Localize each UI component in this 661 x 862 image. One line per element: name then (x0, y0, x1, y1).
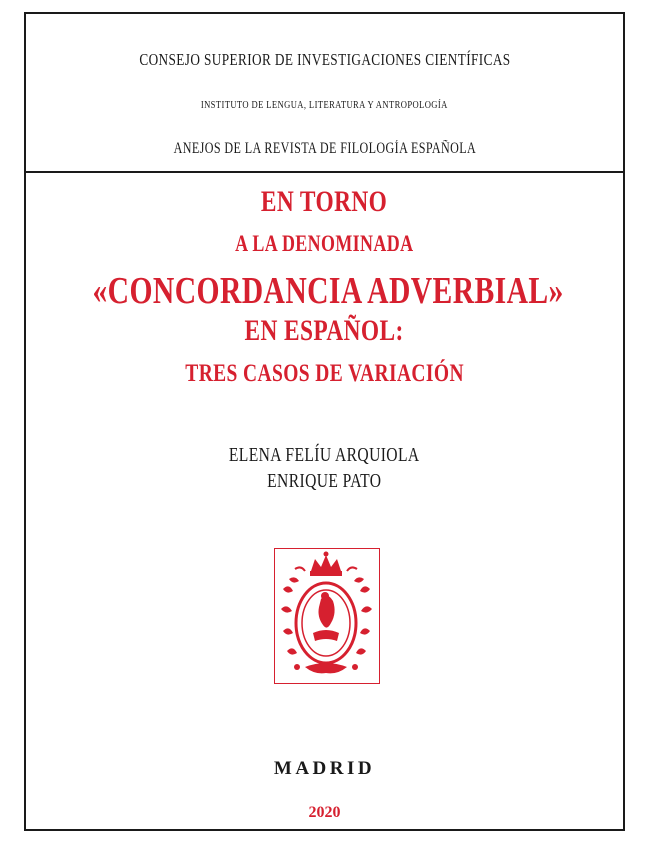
title-line-4: EN ESPAÑOL: (244, 314, 405, 347)
author-2: ENRIQUE PATO (267, 470, 382, 492)
cover-frame (24, 12, 625, 831)
title-line-2: A LA DENOMINADA (235, 231, 414, 256)
csic-emblem-icon (274, 548, 380, 684)
imprint-year: 2020 (308, 804, 341, 821)
title-line-1: EN TORNO (261, 185, 388, 218)
publisher-council: CONSEJO SUPERIOR DE INVESTIGACIONES CIENTÍFICAS (138, 50, 511, 69)
imprint-city: MADRID (273, 758, 376, 779)
title-line-3: «CONCORDANCIA ADVERBIAL» (92, 270, 564, 312)
author-1: ELENA FELÍU ARQUIOLA (229, 444, 420, 466)
publisher-institute: INSTITUTO DE LENGUA, LITERATURA Y ANTROPOLOGÍA (201, 99, 448, 111)
header-divider (26, 171, 623, 173)
title-line-5: TRES CASOS DE VARIACIÓN (185, 360, 464, 387)
publisher-series: ANEJOS DE LA REVISTA DE FILOLOGÍA ESPAÑOLA (173, 140, 476, 157)
